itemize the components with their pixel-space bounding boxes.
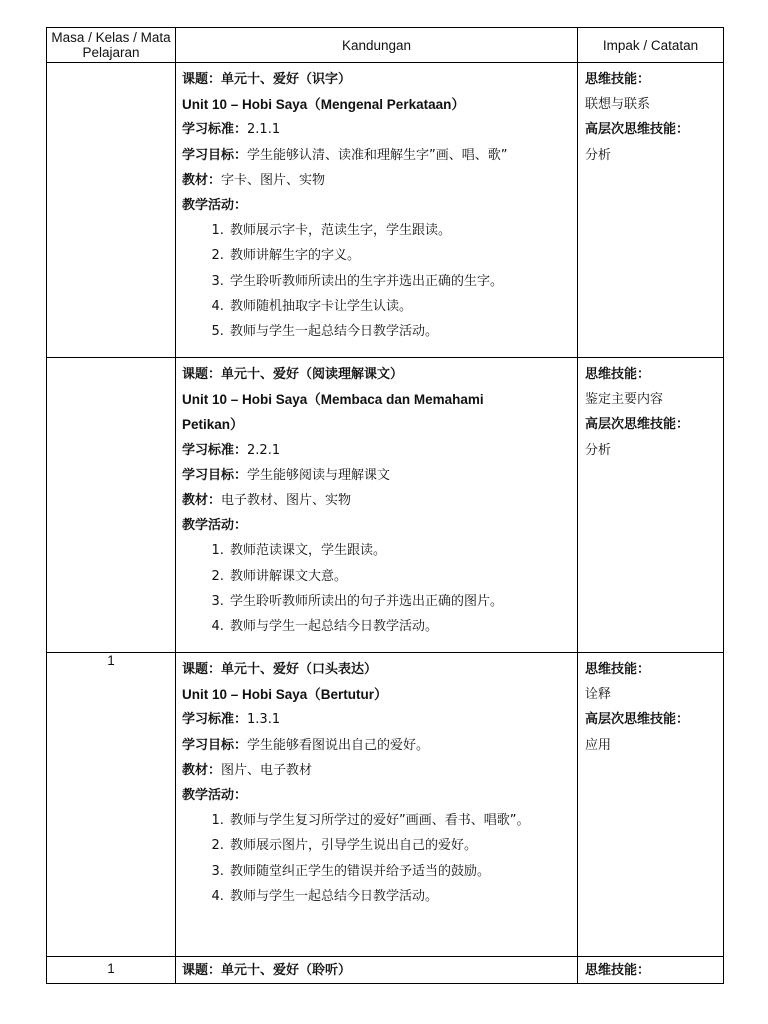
- activity-list: [182, 218, 571, 344]
- activities-label: 教学活动：: [182, 518, 248, 534]
- activity-item: 4. 教师与学生一起总结今日教学活动。: [228, 614, 571, 639]
- activity-item: 4. 教师随机抽取字卡让学生认读。: [228, 294, 571, 319]
- hots-label: 高层次思维技能：: [585, 417, 690, 433]
- session-cell: 1: [47, 957, 176, 984]
- thinking-label: 思维技能：: [585, 367, 651, 382]
- session-cell: [47, 63, 176, 358]
- hots-value: 应用: [585, 737, 612, 753]
- thinking-value: 诠释: [585, 687, 612, 703]
- hots-value: 分析: [585, 442, 612, 458]
- standard-line: 学习标准：1.3.1: [182, 712, 281, 728]
- activities-label: 教学活动：: [182, 198, 248, 214]
- objective-line: 学习目标：学生能够看图说出自己的爱好。: [182, 737, 430, 753]
- activity-item: 3. 教师随堂纠正学生的错误并给予适当的鼓励。: [228, 859, 548, 884]
- unit-line-cont: Petikan）: [182, 417, 244, 433]
- topic-line: 课题：单元十、爱好（聆听）: [182, 963, 352, 978]
- session-cell: [47, 358, 176, 653]
- thinking-label: 思维技能：: [585, 963, 651, 978]
- material-line: 教材：图片、电子教材: [182, 762, 313, 778]
- activity-item: 1. 教师展示字卡，范读生字，学生跟读。: [228, 218, 571, 243]
- header-row: [47, 28, 724, 63]
- objective-line: 学习目标：学生能够认清、读准和理解生字”画、唱、歌”: [182, 147, 508, 163]
- activity-item: 3. 学生聆听教师所读出的句子并选出正确的图片。: [228, 589, 571, 614]
- activity-item: 5. 教师与学生一起总结今日教学活动。: [228, 319, 571, 344]
- thinking-label: 思维技能：: [585, 72, 651, 87]
- hots-label: 高层次思维技能：: [585, 712, 690, 728]
- lesson-row: [47, 358, 724, 653]
- activity-item: 2. 教师展示图片，引导学生说出自己的爱好。: [228, 833, 548, 858]
- activity-item: 4. 教师与学生一起总结今日教学活动。: [228, 884, 548, 909]
- content-cell: [176, 63, 578, 358]
- objective-line: 学习目标：学生能够阅读与理解课文: [182, 467, 391, 483]
- unit-line: Unit 10 – Hobi Saya（Mengenal Perkataan）: [182, 97, 465, 113]
- topic-line: 课题：单元十、爱好（口头表达）: [182, 662, 378, 677]
- activity-item: 3. 学生聆听教师所读出的生字并选出正确的生字。: [228, 269, 571, 294]
- activity-list: [182, 538, 571, 639]
- thinking-value: 联想与联系: [585, 97, 651, 113]
- unit-line: Unit 10 – Hobi Saya（Bertutur）: [182, 687, 388, 703]
- impact-cell: [578, 957, 724, 984]
- topic-line: 课题：单元十、爱好（阅读理解课文）: [182, 367, 404, 382]
- activity-item: 2. 教师讲解生字的字义。: [228, 243, 571, 268]
- activity-item: 2. 教师讲解课文大意。: [228, 564, 571, 589]
- header-session: Masa / Kelas / Mata Pelajaran: [47, 28, 176, 63]
- impact-cell: [578, 63, 724, 358]
- activity-item: 1. 教师与学生复习所学过的爱好”画画、看书、唱歌”。: [228, 808, 548, 833]
- topic-line: 课题：单元十、爱好（识字）: [182, 72, 352, 87]
- session-cell: 1: [47, 653, 176, 957]
- activity-list: [182, 808, 548, 909]
- header-content: Kandungan: [176, 28, 578, 63]
- impact-cell: [578, 358, 724, 653]
- material-line: 教材：字卡、图片、实物: [182, 172, 326, 188]
- thinking-value: 鉴定主要内容: [585, 392, 664, 408]
- content-cell: [176, 653, 578, 957]
- lesson-row: [47, 653, 724, 957]
- content-cell: [176, 957, 578, 984]
- unit-line: Unit 10 – Hobi Saya（Membaca dan Memahami: [182, 392, 484, 408]
- thinking-label: 思维技能：: [585, 662, 651, 677]
- lesson-row: [47, 957, 724, 984]
- content-cell: [176, 358, 578, 653]
- activity-item: 1. 教师范读课文，学生跟读。: [228, 538, 571, 563]
- hots-label: 高层次思维技能：: [585, 122, 690, 138]
- lesson-plan-table: [46, 27, 724, 984]
- header-impact: Impak / Catatan: [578, 28, 724, 63]
- standard-line: 学习标准：2.1.1: [182, 122, 281, 138]
- impact-cell: [578, 653, 724, 957]
- hots-value: 分析: [585, 147, 612, 163]
- standard-line: 学习标准：2.2.1: [182, 442, 281, 458]
- activities-label: 教学活动：: [182, 788, 248, 804]
- lesson-row: [47, 63, 724, 358]
- material-line: 教材：电子教材、图片、实物: [182, 493, 352, 509]
